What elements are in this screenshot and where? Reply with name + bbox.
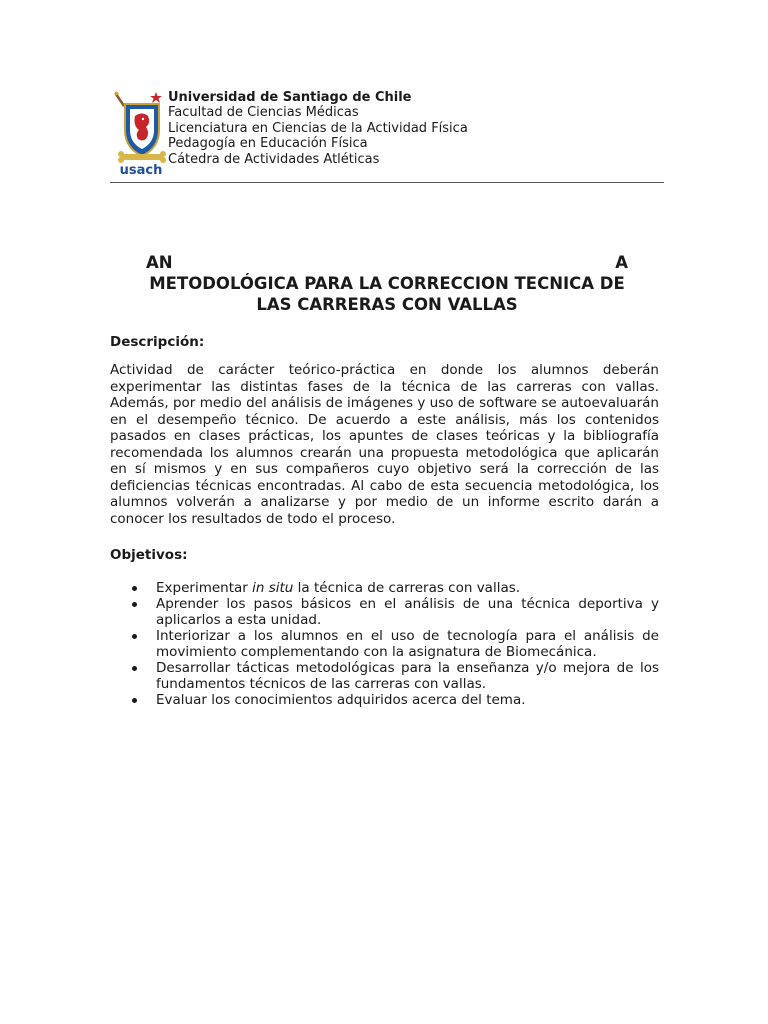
institution-block	[168, 90, 468, 167]
faculty-name: Facultad de Ciencias Médicas	[168, 105, 359, 121]
description-paragraph: Actividad de carácter teórico-práctica en donde los alumnos deberán experimentar las distintas fases de la técnica de las carreras con vallas. Además, por medio del análisis de imágenes y uso de software se autoevaluarán en el desempeño técnico. De acuerdo a este análisis, más los contenidos pasados en clases prácticas, los apuntes de clases teóricas y la bibliografía recomendada los alumnos crearán una propuesta metodológica que aplicarán en sí mismos y en sus compañeros cuyo objetivo será la corrección de las deficiencias técnicas encontradas. Al cabo de esta secuencia metodológica, los alumnos volverán a analizarse y por medio de un informe escrito darán a conocer los resultados de todo el proceso.	[110, 362, 659, 527]
objective-1-italic: in situ	[252, 580, 294, 596]
objectives-heading: Objetivos:	[110, 547, 188, 563]
objective-item: Interiorizar a los alumnos en el uso de tecnología para el análisis de movimiento complementando con la asignatura de Biomecánica.	[110, 628, 659, 660]
objective-item: Aprender los pasos básicos en el análisis de una técnica deportiva y aplicarlos a esta unidad.	[110, 596, 659, 628]
header-divider	[110, 182, 664, 183]
university-name: Universidad de Santiago de Chile	[168, 90, 412, 105]
description-heading: Descripción:	[110, 334, 205, 350]
title-line-2: METODOLÓGICA PARA LA CORRECCION TECNICA DE	[149, 274, 625, 293]
pedagogy-name: Pedagogía en Educación Física	[168, 136, 368, 152]
objective-item: Evaluar los conocimientos adquiridos acerca del tema.	[110, 692, 659, 708]
title-line-1	[110, 252, 664, 273]
title-line-1-end: A	[615, 253, 628, 272]
title-line-3: LAS CARRERAS CON VALLAS	[256, 295, 518, 314]
title-line-1-start: AN	[146, 253, 173, 272]
degree-name: Licenciatura en Ciencias de la Actividad Física	[168, 120, 468, 136]
usach-crest-logo	[112, 90, 170, 178]
objectives-list	[110, 580, 659, 708]
document-title	[110, 252, 664, 315]
objective-1-prefix: Experimentar	[156, 580, 253, 596]
objective-item	[110, 580, 659, 596]
document-header	[110, 88, 664, 184]
chair-name: Cátedra de Actividades Atléticas	[168, 151, 380, 167]
objective-1-suffix: la técnica de carreras con vallas.	[293, 580, 521, 596]
objective-item: Desarrollar tácticas metodológicas para la enseñanza y/o mejora de los fundamentos técnicos de las carreras con vallas.	[110, 660, 659, 692]
logo-wordmark: usach	[119, 163, 163, 178]
